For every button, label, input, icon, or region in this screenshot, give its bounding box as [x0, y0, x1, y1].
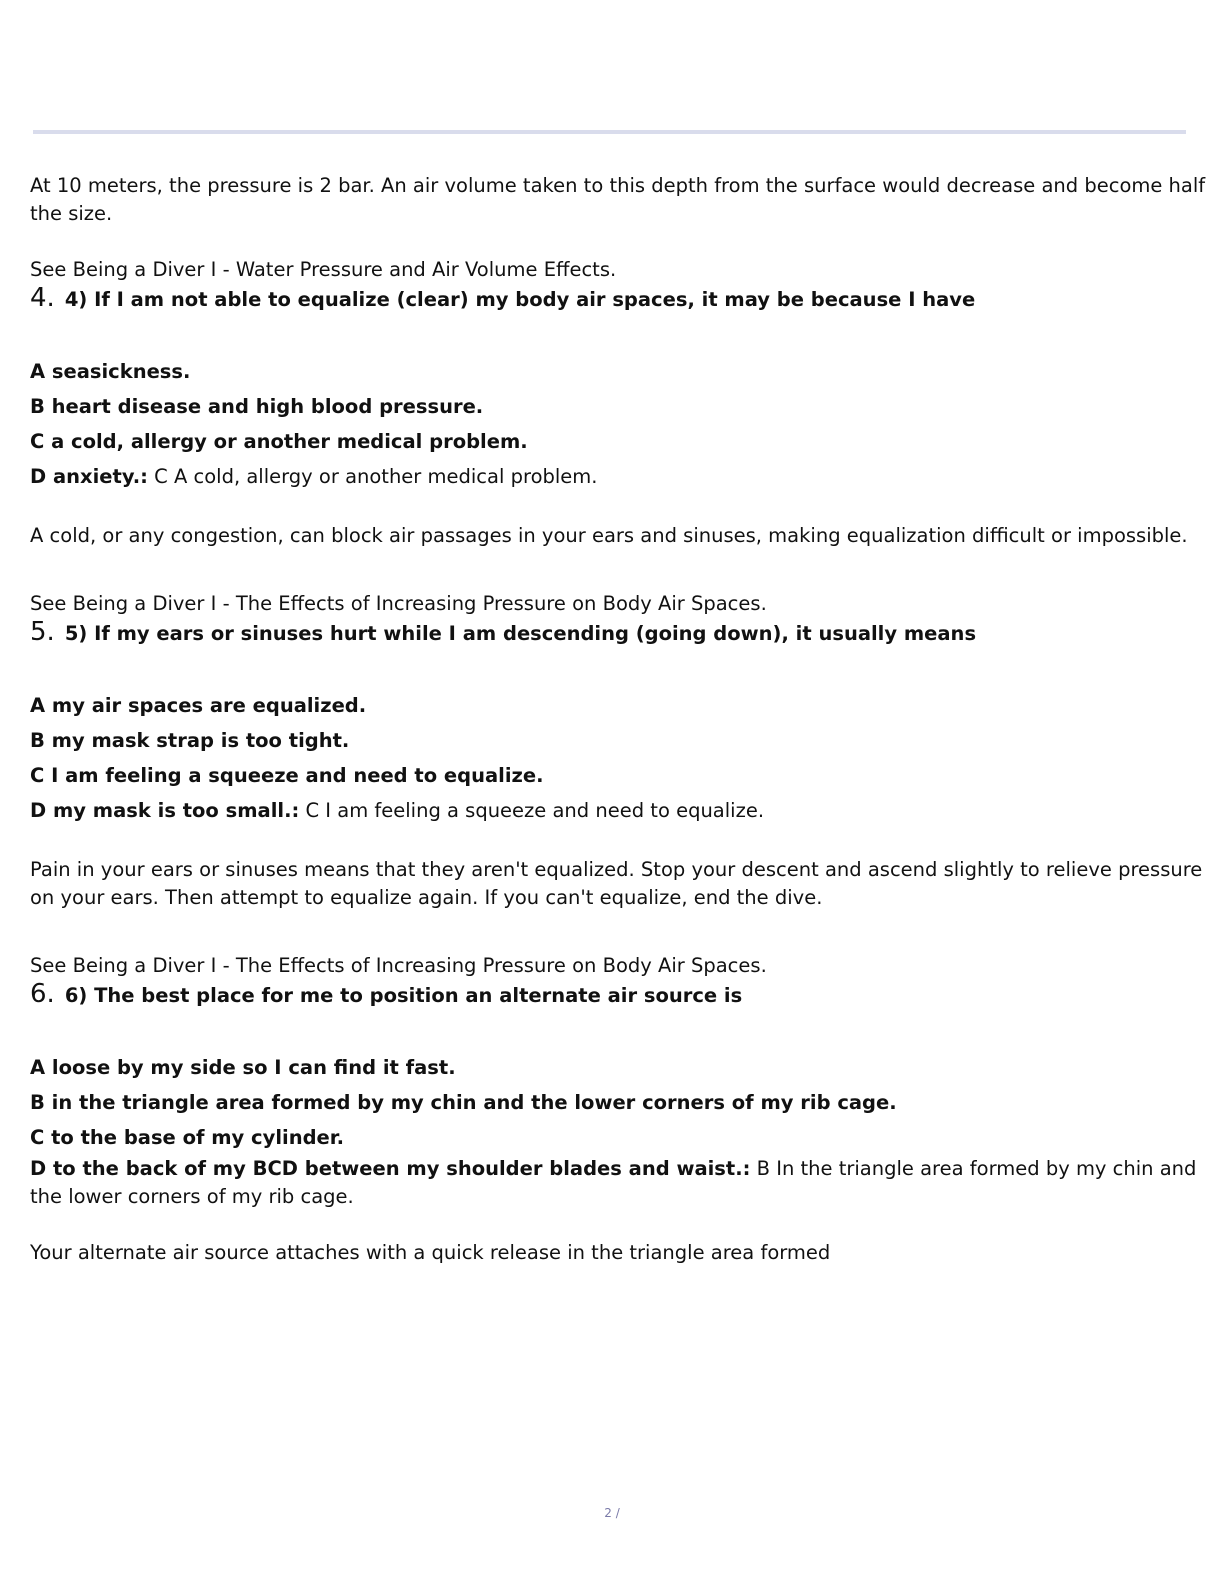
see-reference: See Being a Diver I - The Effects of Increasing Pressure on Body Air Spaces.	[30, 954, 767, 977]
question-6	[30, 980, 1210, 1010]
document-body	[30, 172, 1210, 1267]
answer-text: B In the triangle area formed by my chin and the lower corners of my rib cage.	[30, 1157, 1197, 1208]
option-b: B heart disease and high blood pressure.	[30, 395, 484, 418]
explanation: Your alternate air source attaches with a quick release in the triangle area formed	[30, 1241, 831, 1264]
answer-text: C I am feeling a squeeze and need to equalize.	[299, 799, 765, 822]
question-text: 4) If I am not able to equalize (clear) my body air spaces, it may be because I have	[64, 288, 976, 311]
explanation: A cold, or any congestion, can block air passages in your ears and sinuses, making equalization difficult or impossible.	[30, 524, 1188, 547]
option-d	[30, 459, 1210, 494]
option-c: C I am feeling a squeeze and need to equalize.	[30, 764, 544, 787]
header-rule	[33, 130, 1186, 134]
answer-text: C A cold, allergy or another medical problem.	[147, 465, 598, 488]
option-a: A loose by my side so I can find it fast.	[30, 1056, 456, 1079]
option-d	[30, 1155, 1210, 1211]
see-reference: See Being a Diver I - Water Pressure and Air Volume Effects.	[30, 258, 617, 281]
page-number: 2 /	[604, 1506, 620, 1520]
question-text: 5) If my ears or sinuses hurt while I am descending (going down), it usually means	[64, 622, 977, 645]
option-d	[30, 793, 1210, 828]
option-a: A seasickness.	[30, 360, 191, 383]
question-4	[30, 284, 1210, 314]
question-5	[30, 618, 1210, 648]
question-text: 6) The best place for me to position an alternate air source is	[64, 984, 743, 1007]
option-c: C to the base of my cylinder.	[30, 1126, 344, 1149]
question-number: 4.	[30, 283, 55, 313]
intro-paragraph: At 10 meters, the pressure is 2 bar. An air volume taken to this depth from the surface would decrease and become half the size.	[30, 174, 1206, 225]
option-b: B my mask strap is too tight.	[30, 729, 350, 752]
option-c: C a cold, allergy or another medical problem.	[30, 430, 528, 453]
option-d-label: D my mask is too small.:	[30, 799, 300, 822]
question-number: 5.	[30, 617, 55, 647]
see-reference: See Being a Diver I - The Effects of Increasing Pressure on Body Air Spaces.	[30, 592, 767, 615]
option-a: A my air spaces are equalized.	[30, 694, 367, 717]
option-d-label: D to the back of my BCD between my shoulder blades and waist.:	[30, 1157, 751, 1180]
explanation: Pain in your ears or sinuses means that they aren't equalized. Stop your descent and ascend slightly to relieve pressure on your ears. Then attempt to equalize again. If you can't equalize, end the dive.	[30, 858, 1203, 909]
option-d-label: D anxiety.:	[30, 465, 148, 488]
question-number: 6.	[30, 979, 55, 1009]
option-b: B in the triangle area formed by my chin and the lower corners of my rib cage.	[30, 1091, 897, 1114]
